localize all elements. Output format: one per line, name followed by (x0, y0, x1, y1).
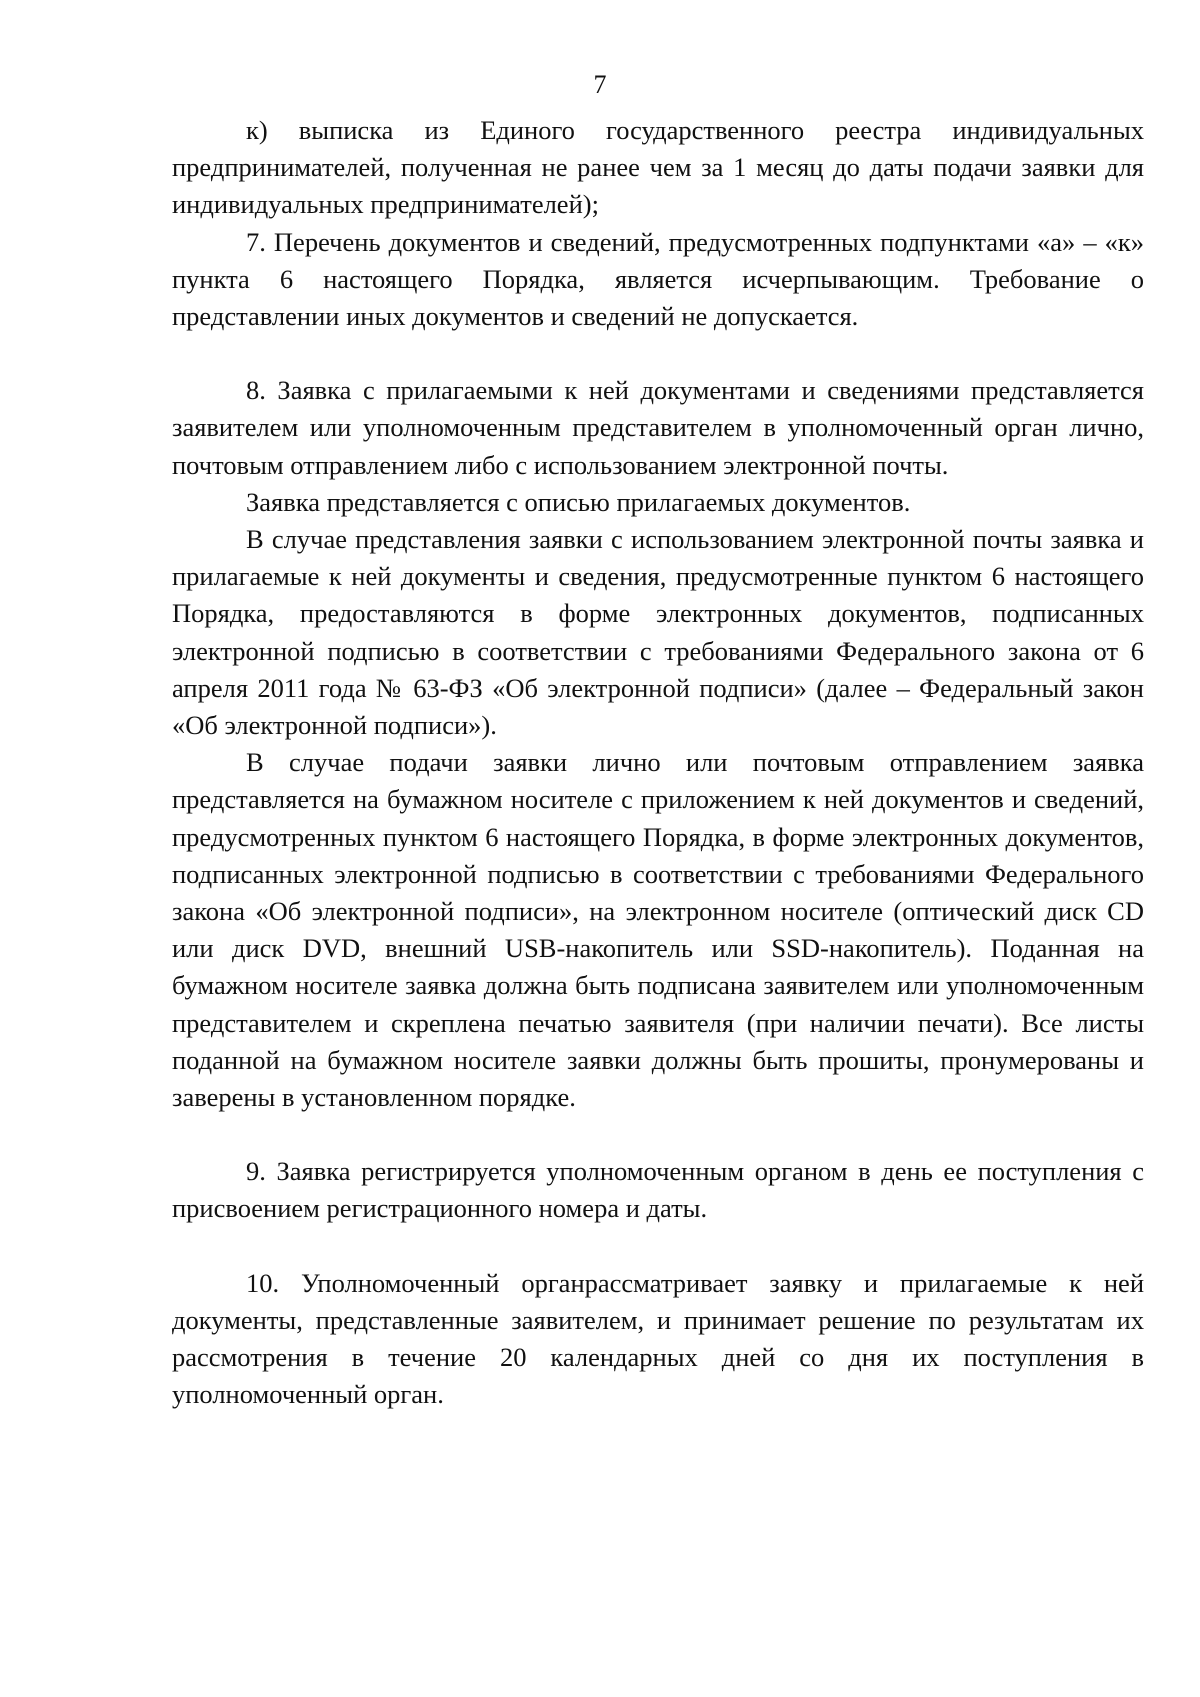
paragraph-item-k: к) выписка из Единого государственного реестра индивидуальных предпринимателей, полученная не ранее чем за 1 месяц до даты подачи заявки для индивидуальных предпринимателей); (172, 115, 1144, 220)
paragraph-gap (172, 1228, 1144, 1265)
paragraph-gap (172, 335, 1144, 372)
paragraph-8-inventory: Заявка представляется с описью прилагаемых документов. (246, 486, 911, 517)
paragraph-7: 7. Перечень документов и сведений, предусмотренных подпунктами «а» – «к» пункта 6 настоящего Порядка, является исчерпывающим. Требование о представлении иных документов и сведений не допускается. (172, 226, 1144, 332)
page-number: 7 (593, 70, 607, 99)
document-body (172, 112, 1144, 1414)
paragraph-8-paper-submission: В случае подачи заявки лично или почтовым отправлением заявка представляется на бумажном носителе с приложением к ней документов и сведений, предусмотренных пунктом 6 настоящего Порядка, в форме электронных документов, подписанных электронной подписью в соответствии с требованиями Федерального закона «Об электронной подписи», на электронном носителе (оптический диск CD или диск DVD, внешний USB-накопитель или SSD-накопитель). Поданная на бумажном носителе заявка должна быть подписана заявителем или уполномоченным представителем и скреплена печатью заявителя (при наличии печати). Все листы поданной на бумажном носителе заявки должны быть прошиты, пронумерованы и заверены в установленном порядке. (172, 747, 1144, 1113)
paragraph-8-email-submission: В случае представления заявки с использованием электронной почты заявка и прилагаемые к ней документы и сведения, предусмотренные пунктом 6 настоящего Порядка, предоставляются в форме электронных документов, подписанных электронной подписью в соответствии с требованиями Федерального закона от 6 апреля 2011 года № 63-ФЗ «Об электронной подписи» (далее – Федеральный закон «Об электронной подписи»). (172, 524, 1144, 741)
paragraph-9: 9. Заявка регистрируется уполномоченным органом в день ее поступления с присвоением регистрационного номера и даты. (172, 1156, 1144, 1224)
paragraph-10: 10. Уполномоченный органрассматривает заявку и прилагаемые к ней документы, представленные заявителем, и принимает решение по результатам их рассмотрения в течение 20 календарных дней со дня их поступления в уполномоченный орган. (172, 1267, 1144, 1410)
paragraph-8: 8. Заявка с прилагаемыми к ней документами и сведениями представляется заявителем или уполномоченным представителем в уполномоченный орган лично, почтовым отправлением либо с использованием электронной почты. (172, 375, 1144, 480)
paragraph-gap (172, 1116, 1144, 1153)
